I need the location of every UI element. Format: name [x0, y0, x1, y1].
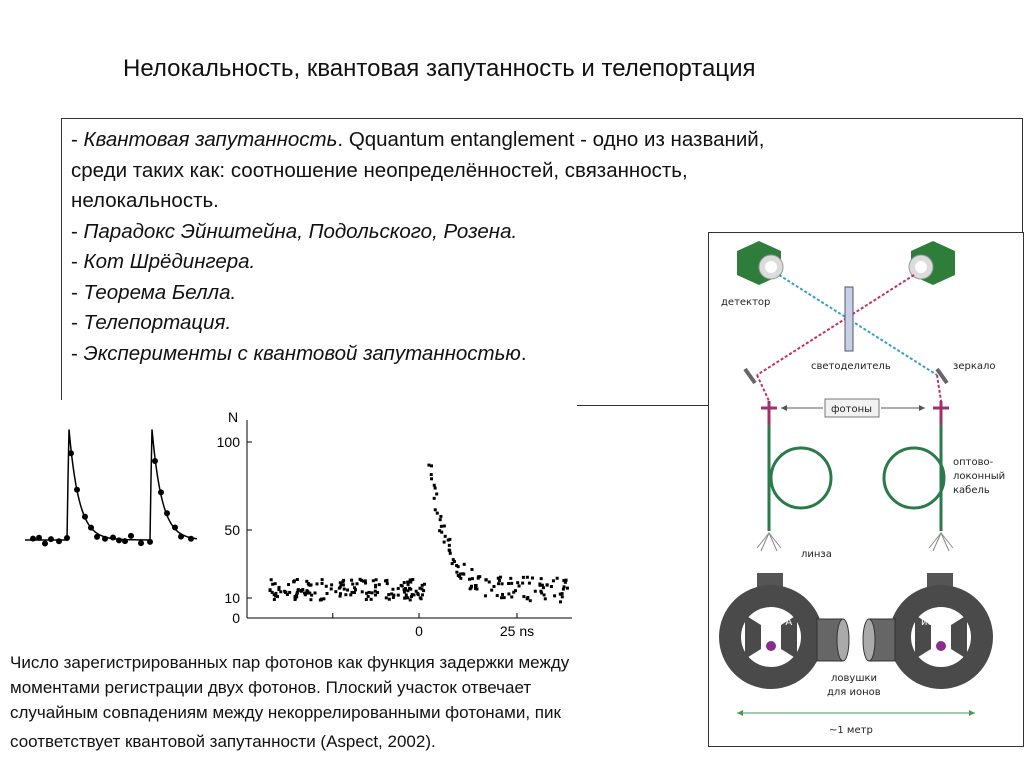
data-point [518, 585, 521, 588]
data-point [503, 596, 506, 599]
dash: - [71, 128, 84, 151]
data-point [365, 598, 368, 601]
inset-point [178, 534, 184, 540]
data-point [434, 487, 437, 490]
data-point [278, 587, 281, 590]
data-point [457, 565, 460, 568]
y-tick-label: 0 [232, 610, 240, 626]
inset-point [36, 535, 42, 541]
data-point [526, 576, 529, 579]
data-point [539, 584, 542, 587]
data-point [409, 581, 412, 584]
data-point [370, 598, 373, 601]
data-point [500, 596, 503, 599]
data-point [374, 590, 377, 593]
text-line-3: нелокальность. [71, 189, 219, 212]
data-point [427, 464, 430, 467]
data-point [510, 595, 513, 598]
label-photons: фотоны [831, 404, 873, 415]
data-point [509, 577, 512, 580]
data-point [404, 587, 407, 590]
data-point [344, 593, 347, 596]
data-point [430, 477, 433, 480]
data-point [501, 582, 504, 585]
list-item-label: Эксперименты с квантовой запутанностью [83, 341, 521, 365]
data-point [403, 591, 406, 594]
data-point [455, 571, 458, 574]
detector-left-icon [737, 241, 783, 285]
list-item-label: Парадокс Эйнштейна, Подольского, Розена. [83, 219, 518, 243]
inset-point [164, 510, 170, 516]
inset-point [68, 450, 74, 456]
data-point [522, 595, 525, 598]
data-point [522, 576, 525, 579]
label-ion-b: ион Б [921, 617, 951, 628]
data-point [553, 594, 556, 597]
data-point [343, 588, 346, 591]
list-item-label: Телепортация. [83, 311, 232, 334]
data-point [385, 596, 388, 599]
data-point [374, 584, 377, 587]
data-point [444, 535, 447, 538]
data-point [512, 591, 515, 594]
data-point [449, 552, 452, 555]
data-point [470, 568, 473, 571]
caption-line-1: Число зарегистрированных пар фотонов как функция задержки между [10, 653, 570, 672]
data-point [430, 473, 433, 476]
data-point [436, 512, 439, 515]
list-item-label: Теорема Белла. [83, 280, 237, 304]
inset-chart [15, 400, 205, 560]
figure-caption [10, 650, 569, 754]
data-point [556, 577, 559, 580]
data-point [490, 589, 493, 592]
lens-left-icon [757, 533, 781, 548]
data-point [374, 593, 377, 596]
text-line-2: среди таких как: соотношение неопределённостей, связанность, [71, 158, 688, 182]
data-point [386, 582, 389, 585]
label-splitter: светоделитель [811, 361, 891, 372]
data-point [330, 587, 333, 590]
data-point [492, 585, 495, 588]
data-point [405, 593, 408, 596]
fiber-loop-left-icon [771, 448, 831, 508]
data-point [488, 580, 491, 583]
data-point [325, 585, 328, 588]
data-point [321, 578, 324, 581]
data-point [353, 586, 356, 589]
data-point [416, 592, 419, 595]
list-item [71, 217, 764, 248]
x-ticks [333, 613, 534, 639]
data-point [406, 581, 409, 584]
data-point [375, 578, 378, 581]
inset-point [82, 514, 88, 520]
data-point [433, 484, 436, 487]
beam-blue [779, 275, 937, 375]
data-point [350, 579, 353, 582]
data-point [496, 594, 499, 597]
data-point [339, 595, 342, 598]
data-point [448, 544, 451, 547]
dash: - [71, 311, 84, 334]
data-point [443, 541, 446, 544]
data-point [421, 593, 424, 596]
data-point [443, 524, 446, 527]
beam-pink-right [937, 375, 941, 401]
data-point [269, 589, 272, 592]
data-point [497, 582, 500, 585]
list-item [71, 339, 764, 370]
data-point [469, 587, 472, 590]
data-point [378, 583, 381, 586]
list-item [71, 308, 764, 339]
caption-line-4: соответствует квантовой запутанности (Aspect, 2002). [10, 732, 436, 751]
caption-line-3: случайным совпадениям между некоррелированными фотонами, пик [10, 703, 561, 722]
list-item-label: Кот Шрёдингера. [83, 250, 256, 273]
data-point [397, 587, 400, 590]
arrow-left-head [781, 405, 787, 411]
data-point [371, 591, 374, 594]
period: . [520, 341, 527, 365]
data-point [433, 497, 436, 500]
data-point [447, 539, 450, 542]
data-point [320, 598, 323, 601]
detector-right-icon [909, 241, 955, 285]
data-point [468, 578, 471, 581]
data-point [507, 582, 510, 585]
y-tick-label: 100 [216, 434, 240, 450]
term-entanglement: Квантовая запутанность [83, 128, 338, 151]
inset-points [30, 450, 194, 546]
inset-point [30, 536, 36, 542]
data-point [400, 584, 403, 587]
data-point [359, 578, 362, 581]
data-point [484, 594, 487, 597]
data-point [451, 562, 454, 565]
inset-point [88, 525, 94, 531]
data-point [477, 575, 480, 578]
data-point [309, 598, 312, 601]
data-point [561, 595, 564, 598]
inset-point [42, 540, 48, 546]
data-point [397, 594, 400, 597]
label-fiber-3: кабель [953, 485, 990, 496]
data-point [407, 583, 410, 586]
data-point [384, 579, 387, 582]
y-tick-label: 50 [224, 522, 240, 538]
data-point [330, 583, 333, 586]
scatter-points [269, 464, 569, 604]
label-fiber-1: оптово- [953, 457, 994, 468]
data-point [510, 582, 513, 585]
data-point [342, 583, 345, 586]
inset-point [122, 538, 128, 544]
data-point [459, 572, 462, 575]
data-point [552, 579, 555, 582]
data-point [296, 578, 299, 581]
inset-point [102, 536, 108, 542]
page-title: Нелокальность, квантовая запутанность и телепортация [123, 55, 756, 82]
data-point [559, 593, 562, 596]
inset-point [94, 534, 100, 540]
data-point [566, 587, 569, 590]
data-point [471, 577, 474, 580]
label-traps-2: для ионов [827, 687, 881, 698]
inset-point [110, 535, 116, 541]
list-item [71, 247, 764, 278]
dash: - [71, 280, 84, 304]
data-point [403, 581, 406, 584]
data-point [540, 591, 543, 594]
data-point [274, 582, 277, 585]
data-point [372, 579, 375, 582]
data-point [390, 592, 393, 595]
data-point [270, 578, 273, 581]
data-point [367, 595, 370, 598]
inset-point [116, 537, 122, 543]
data-point [309, 584, 312, 587]
data-point [353, 591, 356, 594]
data-point [550, 585, 553, 588]
x-tick-label: 25 ns [499, 623, 535, 639]
ion-trap-right-icon [863, 573, 993, 689]
data-point [439, 515, 442, 518]
data-point [546, 583, 549, 586]
data-point [423, 583, 426, 586]
inset-point [56, 538, 62, 544]
inset-point [172, 524, 178, 530]
inset-point [64, 535, 70, 541]
data-point [297, 588, 300, 591]
data-point [501, 593, 504, 596]
text-line-1 [71, 125, 764, 156]
data-point [476, 587, 479, 590]
inset-point [188, 536, 194, 542]
data-point [529, 599, 532, 602]
data-point [531, 576, 534, 579]
data-point [434, 508, 437, 511]
data-point [287, 583, 290, 586]
data-point [419, 596, 422, 599]
inset-point [158, 489, 164, 495]
data-point [563, 585, 566, 588]
diagram-svg [709, 233, 1023, 746]
data-point [544, 597, 547, 600]
data-point [452, 558, 455, 561]
label-detector: детектор [721, 297, 771, 308]
ion-trap-left-icon [719, 573, 849, 689]
data-point [391, 588, 394, 591]
beam-pink-left [757, 375, 769, 401]
data-point [409, 588, 412, 591]
data-point [420, 587, 423, 590]
label-distance: ~1 метр [829, 725, 873, 736]
inset-point [48, 536, 54, 542]
inset-point [74, 487, 80, 493]
data-point [351, 583, 354, 586]
data-point [565, 579, 568, 582]
x-tick-label: 0 [415, 623, 423, 639]
data-point [387, 593, 390, 596]
y-tick-label: 10 [224, 590, 240, 606]
data-point [403, 596, 406, 599]
data-point [305, 580, 308, 583]
data-point [411, 593, 414, 596]
data-point [365, 592, 368, 595]
data-point [294, 595, 297, 598]
term-definition: . Qquantum entanglement - одно из названий, [337, 128, 765, 151]
data-point [321, 582, 324, 585]
data-point [314, 591, 317, 594]
fiber-loop-right-icon [884, 448, 944, 508]
text-block [71, 125, 764, 369]
label-mirror: зеркало [953, 361, 996, 372]
data-point [286, 593, 289, 596]
data-point [303, 592, 306, 595]
coincidence-chart [212, 400, 592, 640]
data-point [463, 563, 466, 566]
beam-splitter-icon [845, 287, 853, 351]
inset-point [147, 539, 153, 545]
data-point [364, 579, 367, 582]
beam-pink [757, 275, 914, 375]
data-point [388, 598, 391, 601]
caption-line-2: моментами регистрации двух фотонов. Плоский участок отвечает [10, 678, 532, 697]
data-point [334, 590, 337, 593]
experiment-diagram [708, 232, 1024, 747]
data-point [448, 549, 451, 552]
data-point [540, 577, 543, 580]
data-point [316, 582, 319, 585]
data-point [356, 582, 359, 585]
label-fiber-2: локонный [953, 471, 1006, 482]
data-point [516, 581, 519, 584]
mirror-left-icon [745, 369, 755, 383]
dash: - [71, 341, 84, 365]
data-point [470, 585, 473, 588]
label-lens: линза [801, 549, 832, 560]
data-point [440, 531, 443, 534]
data-point [273, 598, 276, 601]
dash: - [71, 219, 84, 243]
arrow-right-head [919, 405, 925, 411]
data-point [326, 592, 329, 595]
y-axis-label: N [228, 409, 239, 425]
data-point [484, 578, 487, 581]
inset-curve [25, 429, 197, 540]
inset-point [128, 533, 134, 539]
data-point [435, 493, 438, 496]
label-ion-a: ион А [763, 617, 793, 628]
data-point [475, 584, 478, 587]
data-point [497, 577, 500, 580]
data-point [300, 589, 303, 592]
data-point [346, 589, 349, 592]
data-point [521, 582, 524, 585]
data-point [439, 518, 442, 521]
data-point [440, 525, 443, 528]
data-point [361, 590, 364, 593]
data-point [409, 598, 412, 601]
data-point [462, 573, 465, 576]
data-point [342, 579, 345, 582]
data-point [559, 600, 562, 603]
label-traps-1: ловушки [831, 673, 878, 684]
data-point [274, 594, 277, 597]
dash: - [71, 250, 84, 273]
inset-point [152, 458, 158, 464]
data-point [292, 580, 295, 583]
lens-right-icon [929, 533, 953, 548]
inset-point [138, 540, 144, 546]
list-item [71, 278, 764, 309]
data-point [430, 464, 433, 467]
data-point [528, 582, 531, 585]
data-point [507, 592, 510, 595]
data-point [308, 592, 311, 595]
data-point [534, 590, 537, 593]
data-point [338, 587, 341, 590]
data-point [526, 597, 529, 600]
